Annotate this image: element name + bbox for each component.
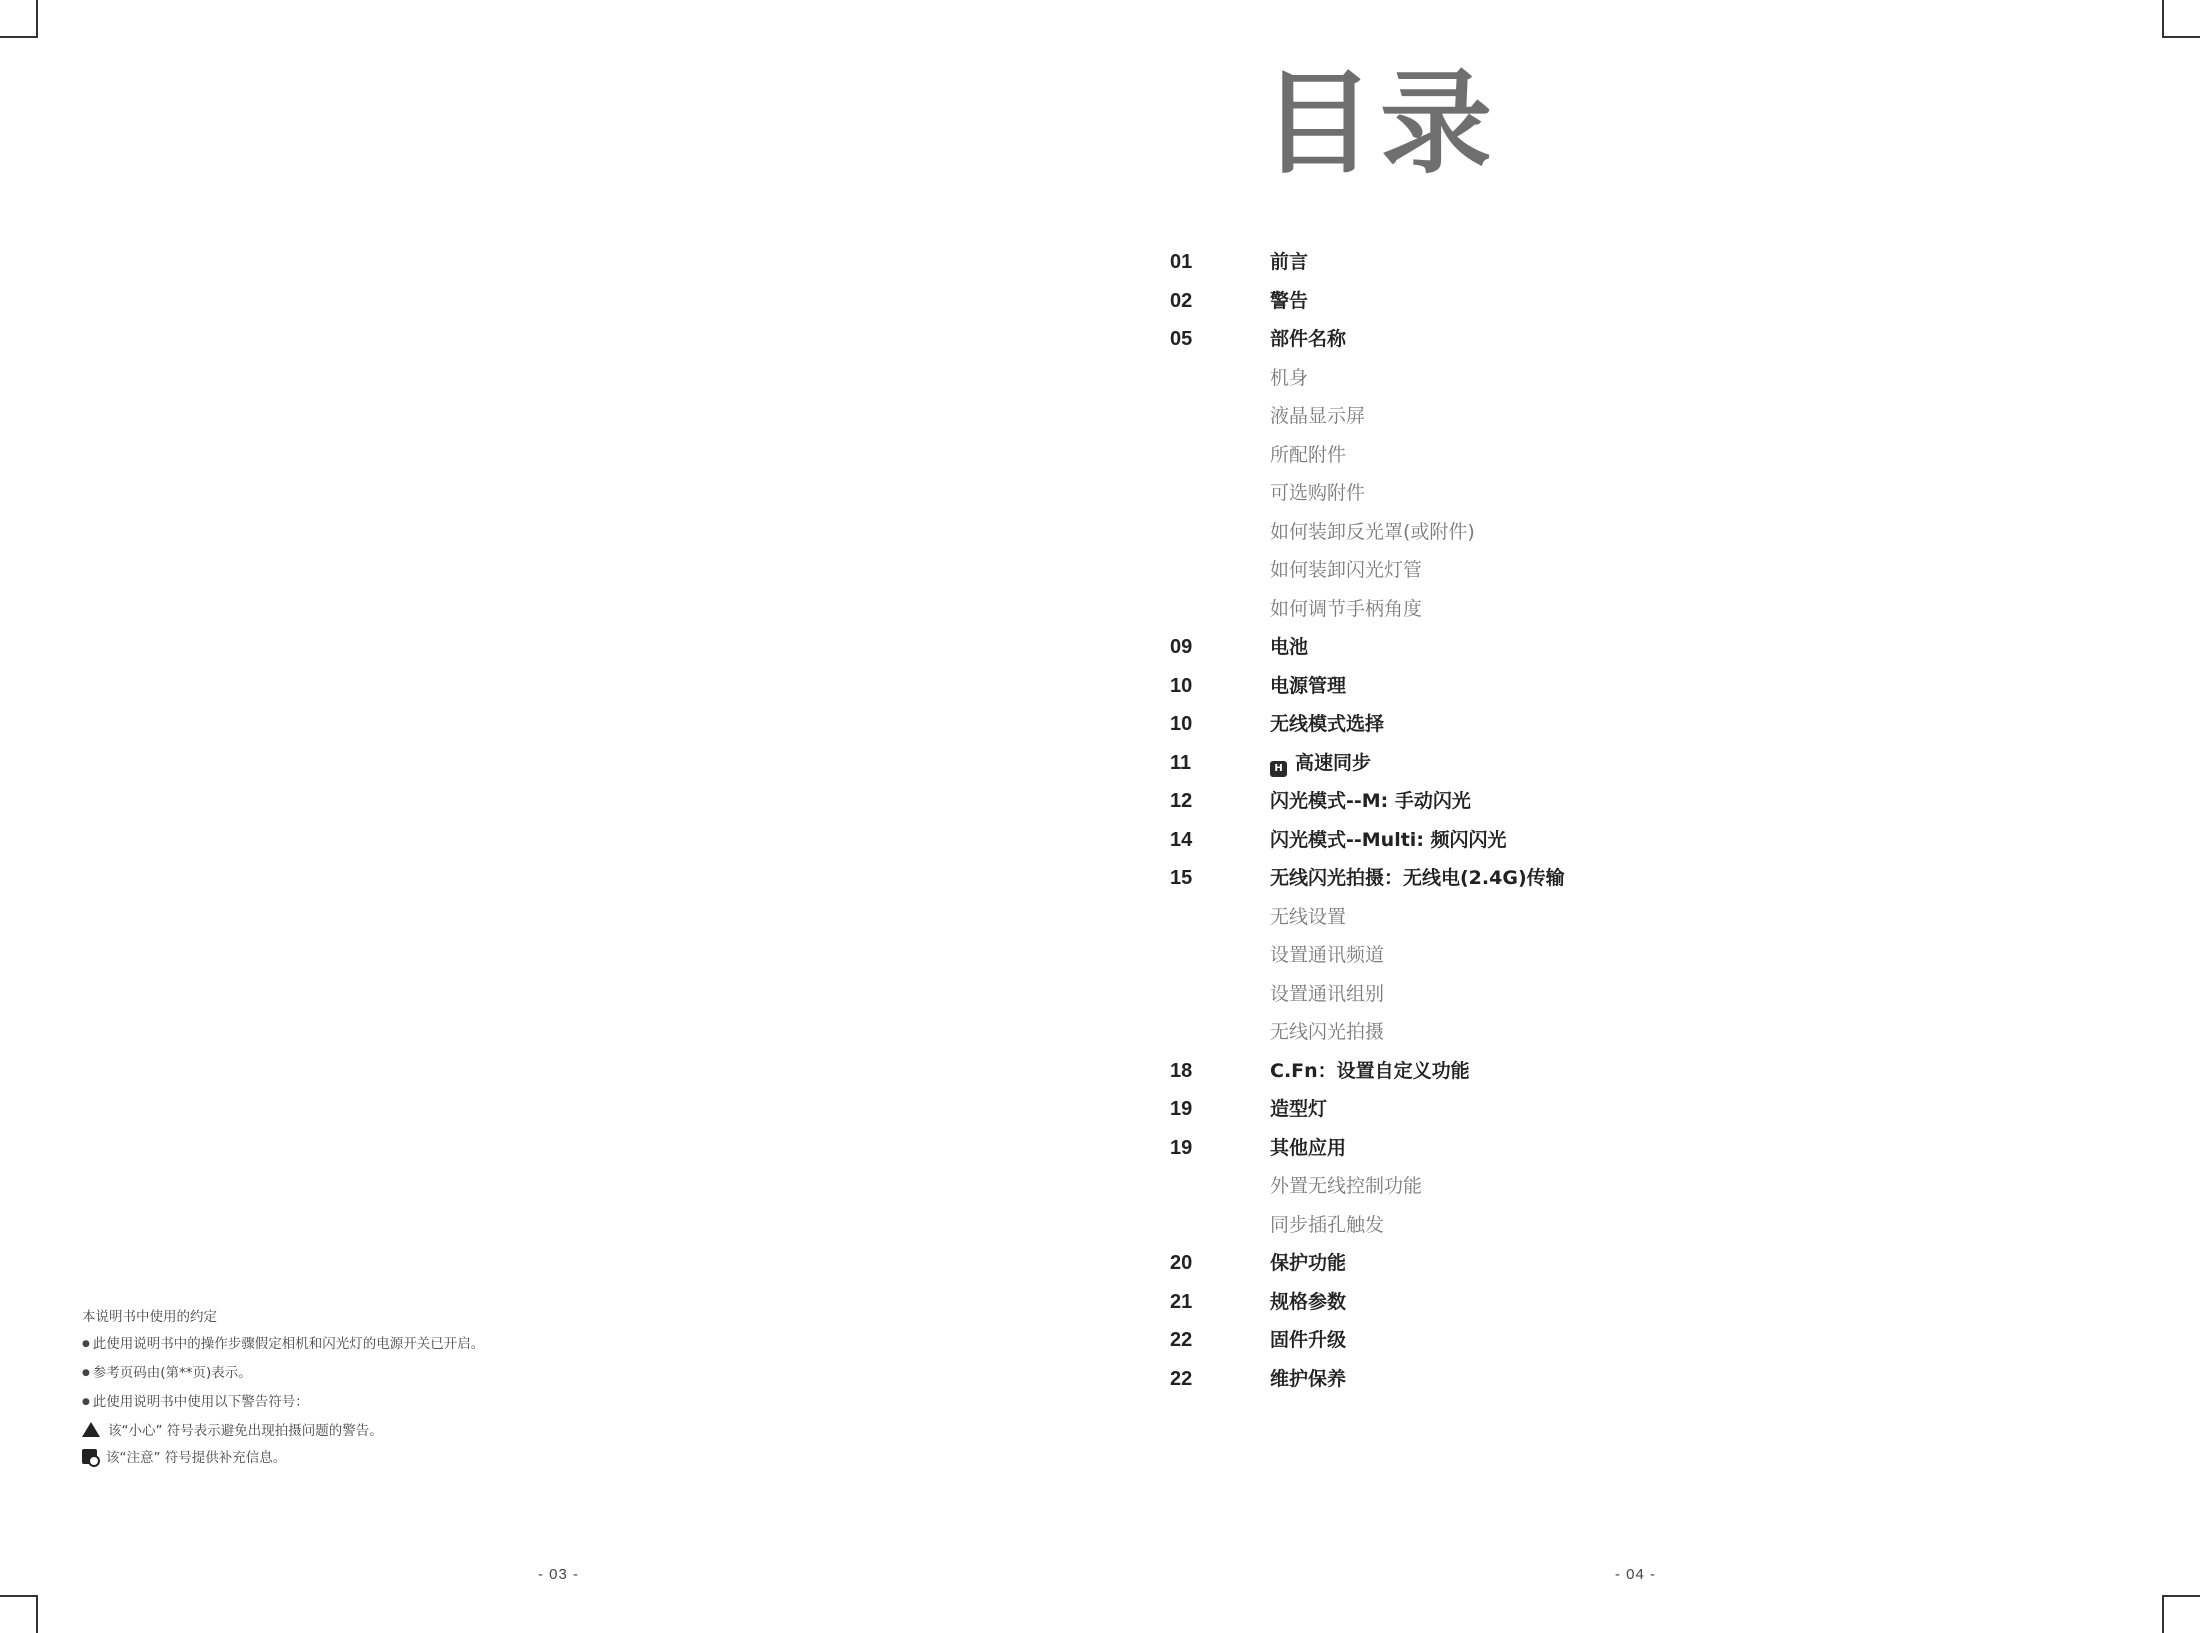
toc-entry-label-wrap [1270,822,1507,858]
conventions-bullet: ● 此使用说明书中使用以下警告符号： [82,1389,782,1418]
toc-entry-label-wrap [1270,360,1308,396]
toc-entry-label-wrap [1270,1361,1346,1397]
toc-page-number: 10 [1170,674,1193,697]
toc-page-number: 22 [1170,1329,1193,1351]
crop-mark-top-left-v [36,0,38,38]
toc-entry-label-wrap [1270,321,1346,357]
toc-entry-label: 警告 [1270,289,1309,312]
toc-title: 目录 [1262,59,1498,189]
toc-entry-label-wrap [1270,745,1371,781]
toc-entry-label: 前言 [1270,251,1309,273]
toc-entry [1170,1091,1770,1127]
crop-mark-bottom-right-v [2162,1595,2164,1633]
caution-line [82,1418,782,1445]
toc-entry-label-wrap [1270,629,1308,665]
toc-entry [1170,745,1770,781]
toc-entry-label: 电池 [1270,636,1309,658]
page-number-left: - 03 - [538,1566,580,1583]
toc-entry-label: 设置通讯组别 [1270,982,1385,1005]
toc-entry-label: 无线模式选择 [1270,713,1385,735]
toc-entry-label: 外置无线控制功能 [1270,1175,1423,1197]
toc-entry-label-wrap [1270,706,1384,742]
toc-page-number: 14 [1170,828,1193,851]
toc-entry-label-wrap [1270,937,1384,973]
toc-entry-label: 电源管理 [1270,674,1347,697]
toc-entry-label-wrap [1270,1091,1327,1127]
toc-entry-label-wrap [1270,1130,1346,1166]
high-speed-sync-icon: H [1270,761,1287,777]
toc-entry-label-wrap [1270,860,1565,896]
conventions-heading: 本说明书中使用的约定 [82,1309,217,1325]
toc-entry-label: 闪光模式--Multi: 频闪闪光 [1270,828,1507,851]
toc-entry [1170,668,1770,704]
toc-entry [1170,1361,1770,1397]
toc-entry [1170,783,1770,819]
toc-entry-label-wrap [1270,1207,1384,1243]
toc-entry [1170,321,1770,357]
toc-entry-label-wrap [1270,475,1365,511]
toc-entry-label-wrap [1270,668,1346,704]
note-line [82,1445,782,1472]
caution-text: 该“小心” 符号表示避免出现拍摄问题的警告。 [108,1423,383,1439]
toc-entry [1170,283,1770,319]
toc-entry-label-wrap [1270,398,1365,434]
toc-entry [1170,514,1770,550]
toc-entry [1170,976,1770,1012]
note-text: 该“注意” 符号提供补充信息。 [106,1450,287,1466]
toc-entry [1170,591,1770,627]
toc-entry-label: 闪光模式--M: 手动闪光 [1270,790,1471,812]
toc-entry-label: 同步插孔触发 [1270,1213,1385,1236]
toc-entry [1170,937,1770,973]
toc-entry-label-wrap [1270,899,1346,935]
toc-entry-label: C.Fn：设置自定义功能 [1270,1059,1470,1082]
crop-mark-top-left-h [0,36,38,38]
toc-entry-label: 液晶显示屏 [1270,405,1366,427]
toc-entry [1170,899,1770,935]
toc-entry [1170,1014,1770,1050]
toc-entry-label: 无线设置 [1270,905,1347,928]
toc-entry-label-wrap [1270,976,1384,1012]
toc-entry-label-wrap [1270,591,1422,627]
toc-entry-label-wrap [1270,283,1308,319]
toc-entry-label: 所配附件 [1270,443,1347,466]
page-number-right: - 04 - [1615,1566,1657,1583]
toc-entry-label-wrap [1270,514,1475,550]
toc-page-number: 20 [1170,1252,1193,1274]
toc-page-number: 15 [1170,867,1193,889]
conventions-bullet: ● 参考页码由(第**页)表示。 [82,1360,782,1389]
note-icon [82,1449,97,1464]
toc-page-number: 12 [1170,790,1193,812]
toc-entry [1170,360,1770,396]
toc-entry-label-wrap [1270,1053,1470,1089]
toc-entry-label: 保护功能 [1270,1252,1347,1274]
toc-entry-label-wrap [1270,437,1346,473]
toc-entry [1170,1130,1770,1166]
toc-page-number: 19 [1170,1098,1193,1120]
toc-page-number: 22 [1170,1367,1193,1390]
toc-entry [1170,475,1770,511]
toc-entry-label: 如何装卸闪光灯管 [1270,559,1423,581]
toc-entry [1170,1245,1770,1281]
toc-page-number: 21 [1170,1290,1193,1313]
toc-page-number: 19 [1170,1136,1193,1159]
toc-entry-label: 维护保养 [1270,1367,1347,1390]
toc-page-number: 02 [1170,289,1193,312]
toc-entry-label-wrap [1270,1245,1346,1281]
toc-entry-label: 可选购附件 [1270,482,1366,504]
toc-entry-label: 设置通讯频道 [1270,944,1385,966]
toc-entry-label: 高速同步 [1295,751,1372,774]
toc-entry-label-wrap [1270,552,1422,588]
toc-entry-label: 如何调节手柄角度 [1270,597,1423,620]
toc-entry-label-wrap [1270,1322,1346,1358]
toc-entry [1170,860,1770,896]
toc-page-number: 05 [1170,328,1193,350]
toc-entry [1170,629,1770,665]
toc-entry [1170,822,1770,858]
crop-mark-bottom-left-h [0,1595,38,1597]
toc-entry [1170,706,1770,742]
toc-entry-label-wrap [1270,1284,1346,1320]
crop-mark-top-right-v [2162,0,2164,38]
warning-triangle-icon [82,1422,100,1437]
toc-page-number: 18 [1170,1059,1193,1082]
toc-entry [1170,244,1770,280]
toc-entry [1170,552,1770,588]
toc-entry-label-wrap [1270,1168,1422,1204]
toc-entry [1170,437,1770,473]
toc-entry-label-wrap [1270,244,1308,280]
toc-entry-label: 无线闪光拍摄：无线电(2.4G)传输 [1270,867,1565,889]
crop-mark-top-right-h [2162,36,2200,38]
toc-entry [1170,1168,1770,1204]
toc-entry [1170,1053,1770,1089]
toc-page-number: 01 [1170,251,1193,273]
crop-mark-bottom-left-v [36,1595,38,1633]
toc-entry-label-wrap [1270,783,1471,819]
toc-page-number: 11 [1170,751,1192,774]
toc-entry-label: 无线闪光拍摄 [1270,1021,1385,1043]
toc-entry [1170,398,1770,434]
toc-entry-label: 部件名称 [1270,328,1347,350]
toc-entry-label: 机身 [1270,366,1309,389]
toc-page-number: 10 [1170,713,1193,735]
conventions-bullet: ● 此使用说明书中的操作步骤假定相机和闪光灯的电源开关已开启。 [82,1331,782,1360]
toc-entry [1170,1322,1770,1358]
toc-entry-label: 其他应用 [1270,1136,1347,1159]
toc-entry-label: 规格参数 [1270,1290,1347,1313]
toc-entry-label: 造型灯 [1270,1098,1328,1120]
toc-page-number: 09 [1170,636,1193,658]
toc-entry-label: 固件升级 [1270,1329,1347,1351]
conventions-notes [82,1304,782,1472]
toc-entry [1170,1207,1770,1243]
toc-entry-label-wrap [1270,1014,1384,1050]
toc-entry-label: 如何装卸反光罩(或附件) [1270,520,1475,543]
crop-mark-bottom-right-h [2162,1595,2200,1597]
toc-entry [1170,1284,1770,1320]
